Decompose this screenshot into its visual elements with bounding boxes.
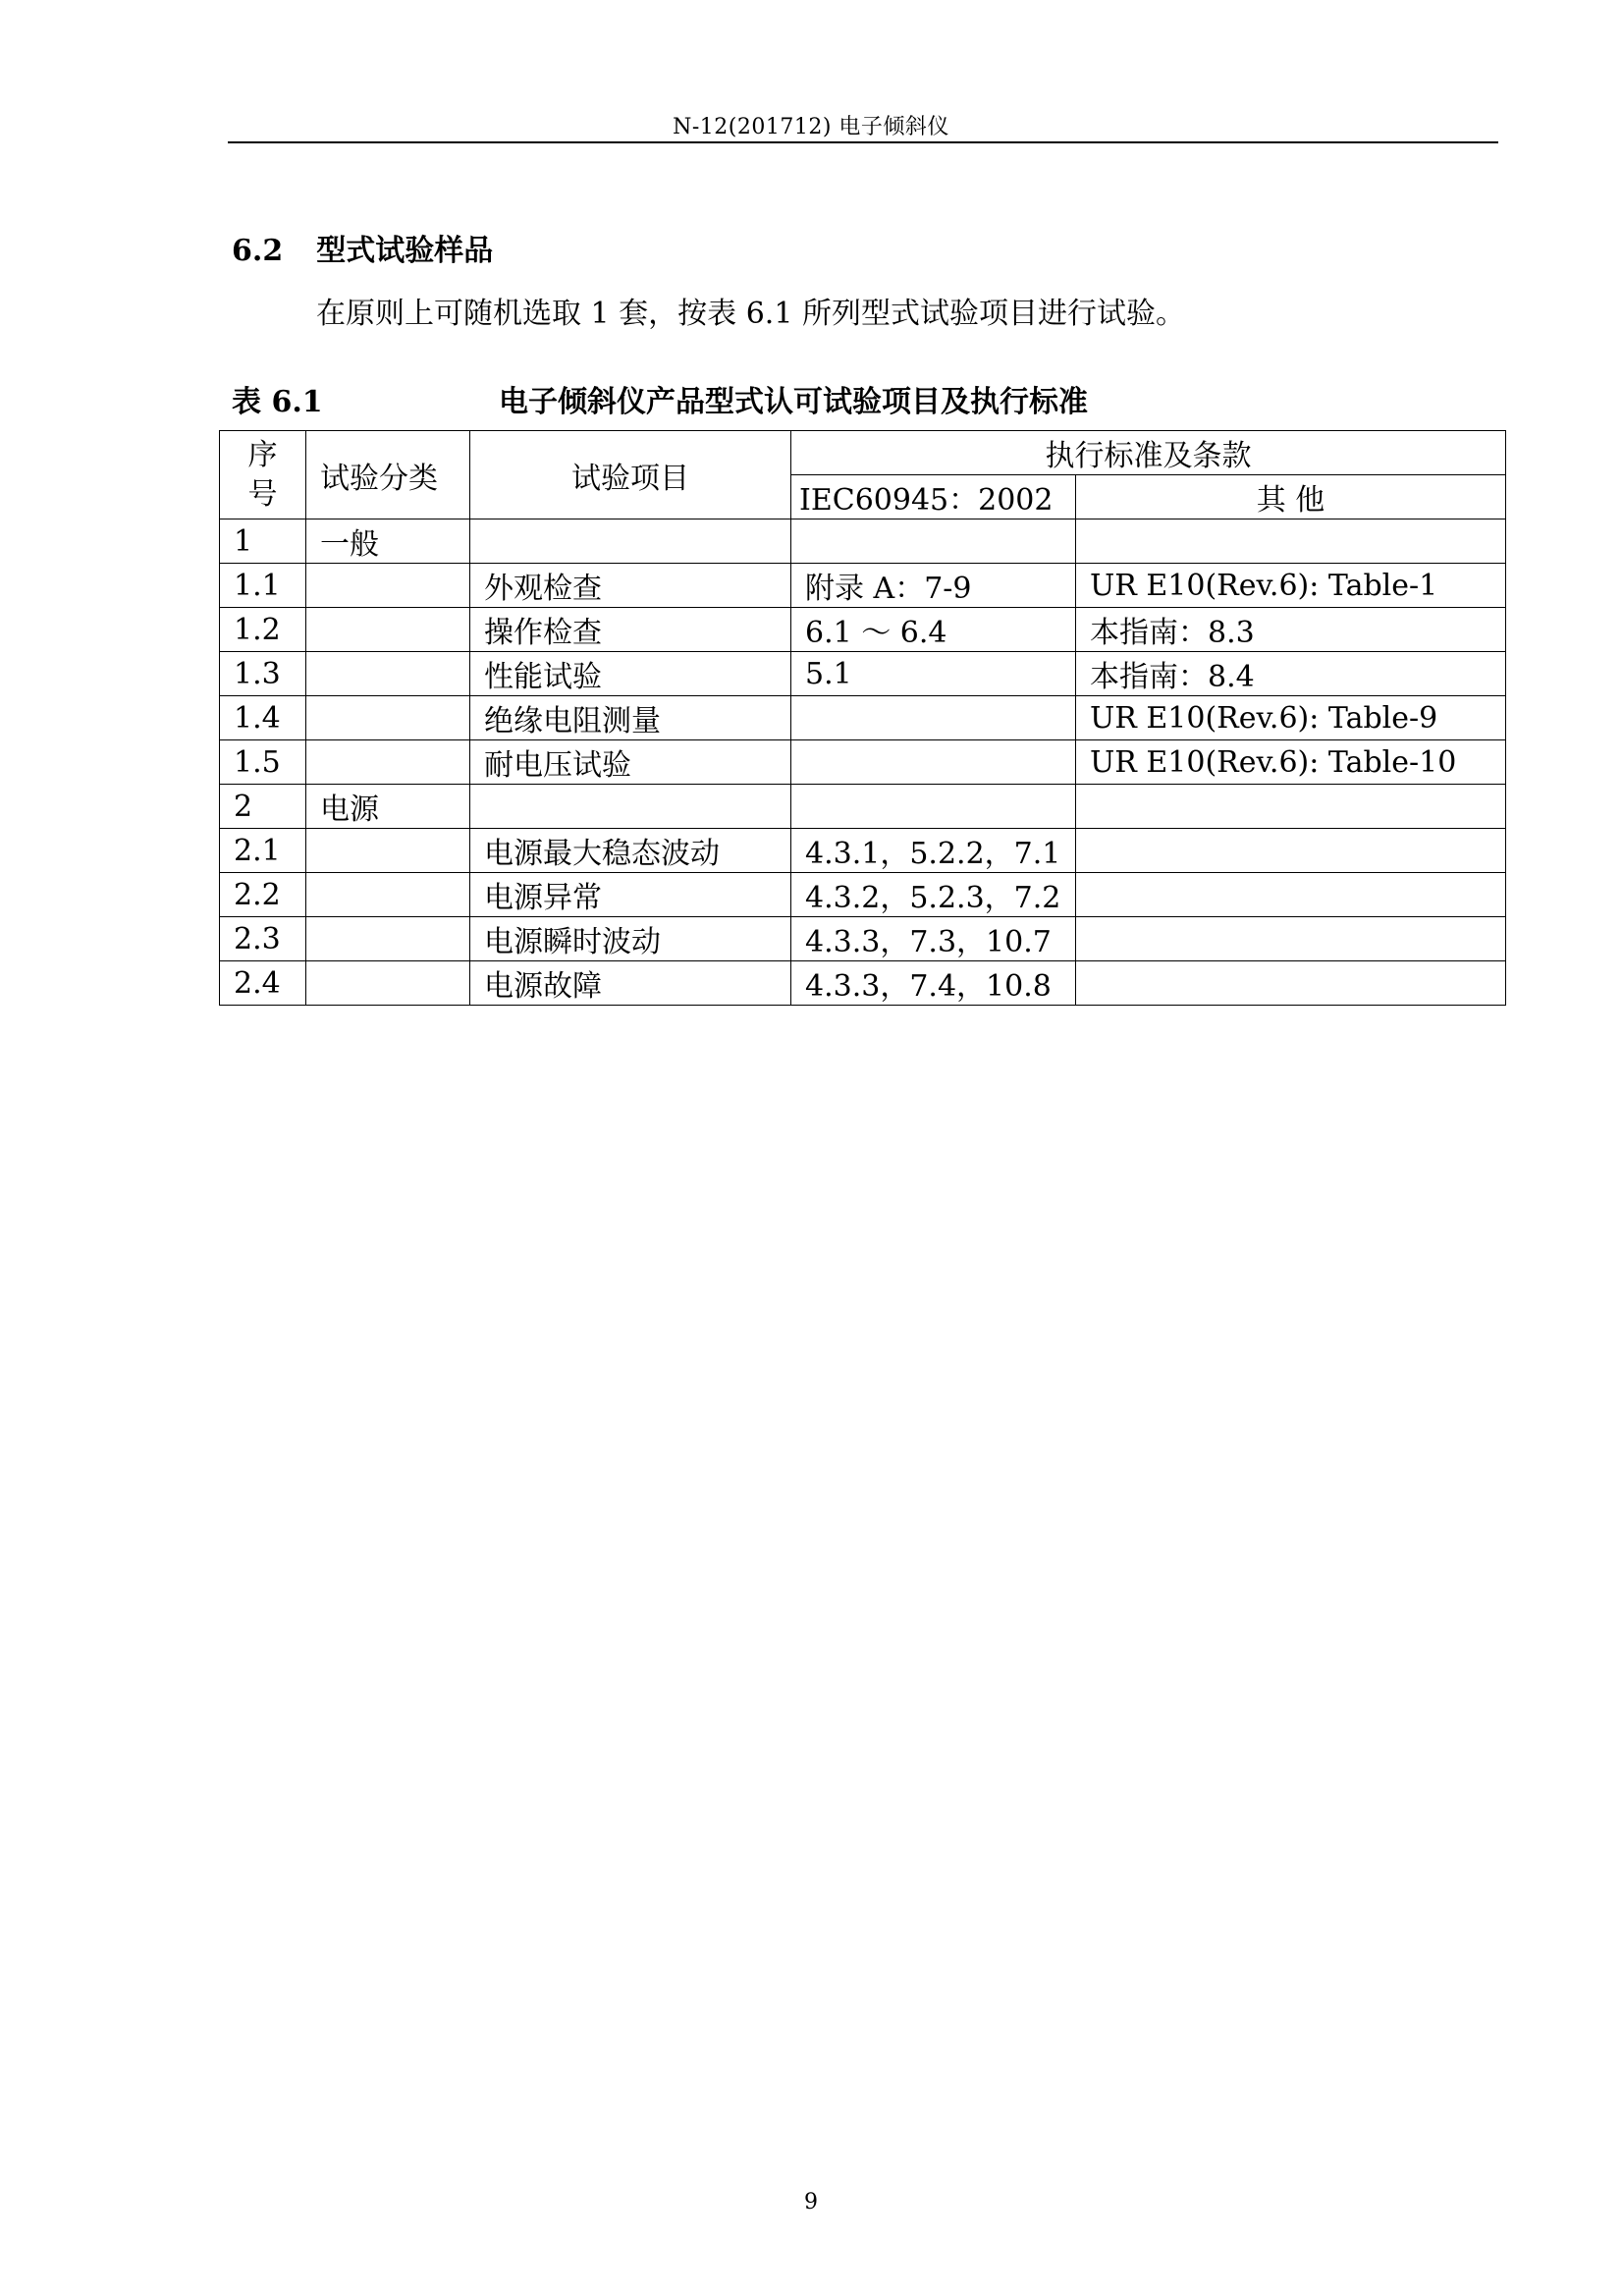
cell-iec xyxy=(791,696,1076,740)
cell-other xyxy=(1076,873,1506,917)
header-seq-bottom: 号 xyxy=(247,476,278,512)
cell-other xyxy=(1076,917,1506,961)
table-row xyxy=(220,961,1506,1006)
cell-seq: 2.4 xyxy=(220,961,306,1006)
header-standards-group: 执行标准及条款 xyxy=(791,431,1506,475)
table-row xyxy=(220,917,1506,961)
cell-item: 性能试验 xyxy=(470,652,791,696)
header-seq-top: 序 xyxy=(247,437,278,472)
cell-other xyxy=(1076,519,1506,564)
cell-other: 本指南：8.4 xyxy=(1076,652,1506,696)
cell-other: UR E10(Rev.6): Table-10 xyxy=(1076,740,1506,785)
cell-category xyxy=(306,564,470,608)
cell-other xyxy=(1076,961,1506,1006)
cell-other: UR E10(Rev.6): Table-1 xyxy=(1076,564,1506,608)
cell-iec xyxy=(791,519,1076,564)
cell-item: 耐电压试验 xyxy=(470,740,791,785)
cell-seq: 1.5 xyxy=(220,740,306,785)
cell-iec: 附录 A：7-9 xyxy=(791,564,1076,608)
cell-iec: 6.1 ～ 6.4 xyxy=(791,608,1076,652)
cell-seq: 1 xyxy=(220,519,306,564)
table-row xyxy=(220,608,1506,652)
header-divider xyxy=(228,141,1498,143)
page-header: N-12(201712) 电子倾斜仪 xyxy=(673,115,949,139)
header-category: 试验分类 xyxy=(306,431,470,519)
section-number: 6.2 xyxy=(232,234,284,268)
cell-item: 外观检查 xyxy=(470,564,791,608)
table-row xyxy=(220,652,1506,696)
cell-other: 本指南：8.3 xyxy=(1076,608,1506,652)
cell-other xyxy=(1076,785,1506,829)
table-caption xyxy=(232,377,1498,420)
cell-other xyxy=(1076,829,1506,873)
cell-category xyxy=(306,961,470,1006)
cell-item: 电源瞬时波动 xyxy=(470,917,791,961)
test-items-table xyxy=(219,430,1506,1006)
header-iec: IEC60945：2002 xyxy=(791,475,1076,519)
intro-paragraph: 在原则上可随机选取 1 套，按表 6.1 所列型式试验项目进行试验。 xyxy=(316,297,1185,331)
section-title: 型式试验样品 xyxy=(316,234,494,268)
cell-category xyxy=(306,608,470,652)
table-caption-title: 电子倾斜仪产品型式认可试验项目及执行标准 xyxy=(499,385,1088,419)
cell-category: 一般 xyxy=(306,519,470,564)
table-row xyxy=(220,519,1506,564)
cell-item: 操作检查 xyxy=(470,608,791,652)
cell-iec xyxy=(791,740,1076,785)
cell-seq: 2.1 xyxy=(220,829,306,873)
cell-category xyxy=(306,829,470,873)
table-row xyxy=(220,873,1506,917)
cell-seq: 2 xyxy=(220,785,306,829)
cell-other: UR E10(Rev.6): Table-9 xyxy=(1076,696,1506,740)
cell-iec: 4.3.1，5.2.2，7.1 xyxy=(791,829,1076,873)
cell-category: 电源 xyxy=(306,785,470,829)
cell-seq: 1.2 xyxy=(220,608,306,652)
cell-category xyxy=(306,873,470,917)
cell-item: 电源故障 xyxy=(470,961,791,1006)
header-item: 试验项目 xyxy=(470,431,791,519)
table-row xyxy=(220,696,1506,740)
cell-item xyxy=(470,519,791,564)
cell-category xyxy=(306,696,470,740)
section-heading xyxy=(232,226,493,269)
table-row xyxy=(220,740,1506,785)
cell-item: 电源最大稳态波动 xyxy=(470,829,791,873)
cell-seq: 1.1 xyxy=(220,564,306,608)
cell-iec: 4.3.2，5.2.3，7.2 xyxy=(791,873,1076,917)
header-seq xyxy=(220,431,306,519)
cell-seq: 2.3 xyxy=(220,917,306,961)
cell-item: 电源异常 xyxy=(470,873,791,917)
cell-seq: 1.4 xyxy=(220,696,306,740)
cell-iec: 4.3.3，7.4，10.8 xyxy=(791,961,1076,1006)
table-row xyxy=(220,785,1506,829)
table-caption-label: 表 6.1 xyxy=(232,385,323,419)
cell-category xyxy=(306,740,470,785)
cell-seq: 1.3 xyxy=(220,652,306,696)
table-row xyxy=(220,564,1506,608)
cell-iec: 4.3.3，7.3，10.7 xyxy=(791,917,1076,961)
page-number: 9 xyxy=(804,2190,818,2214)
cell-item xyxy=(470,785,791,829)
cell-iec: 5.1 xyxy=(791,652,1076,696)
cell-category xyxy=(306,917,470,961)
cell-iec xyxy=(791,785,1076,829)
cell-seq: 2.2 xyxy=(220,873,306,917)
table-header-row xyxy=(220,431,1506,475)
table-row xyxy=(220,829,1506,873)
cell-item: 绝缘电阻测量 xyxy=(470,696,791,740)
cell-category xyxy=(306,652,470,696)
header-other: 其 他 xyxy=(1076,475,1506,519)
